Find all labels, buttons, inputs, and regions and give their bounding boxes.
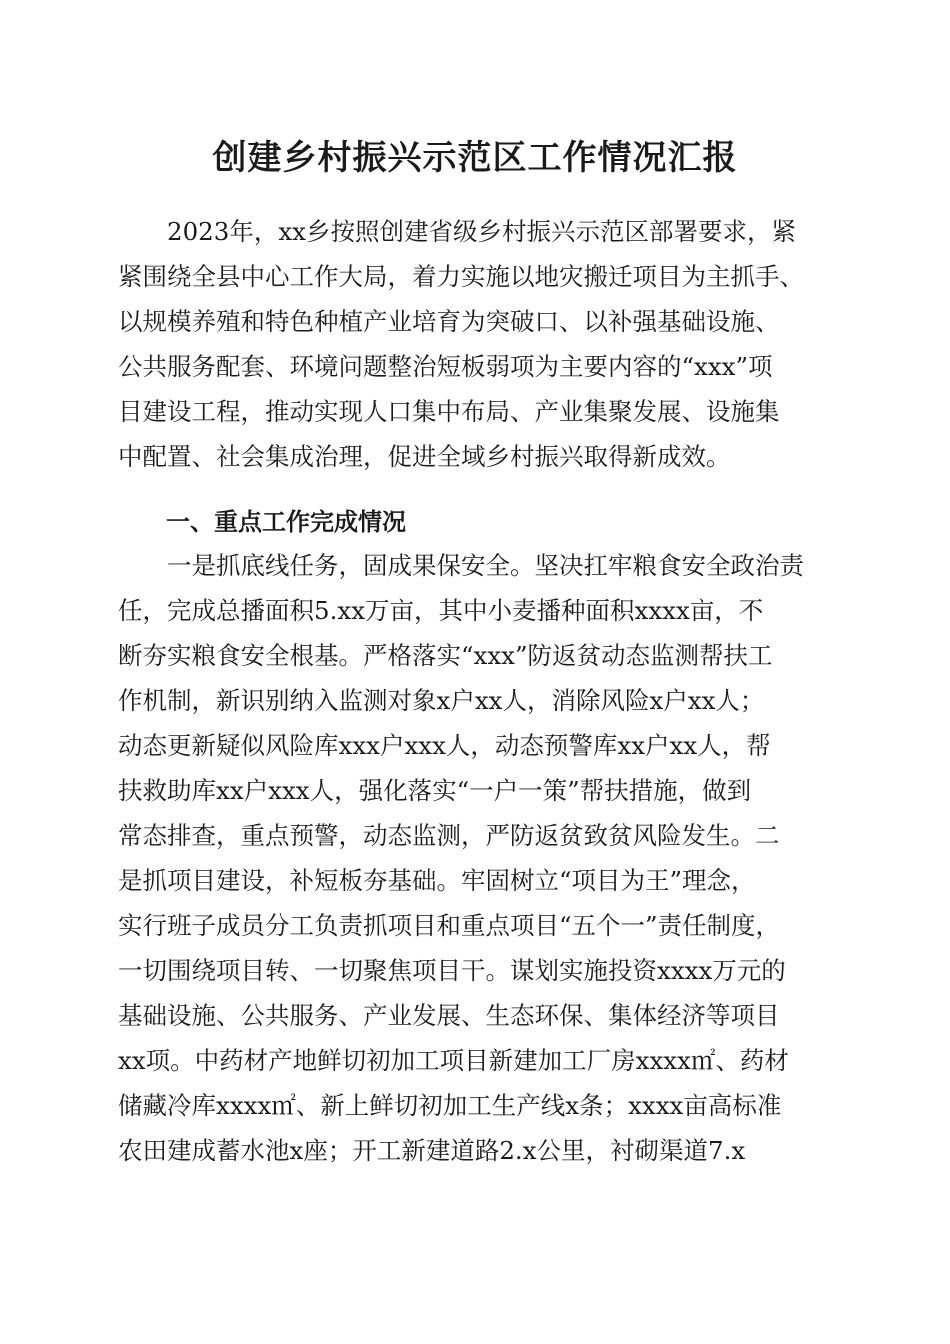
body-line: 储藏冷库xxxx㎡、新上鲜切初加工生产线x条；xxxx亩高标准 [118, 1091, 782, 1120]
intro-line: 中配置、社会集成治理，促进全域乡村振兴取得新成效。 [118, 442, 731, 471]
intro-line: 紧围绕全县中心工作大局，着力实施以地灾搬迁项目为主抓手、 [118, 262, 804, 291]
body-line: 农田建成蓄水池x座；开工新建道路2.x公里，衬砌渠道7.x [118, 1136, 746, 1165]
section-heading: 一、重点工作完成情况 [118, 508, 406, 536]
intro-line: 公共服务配套、环境问题整治短板弱项为主要内容的“xxx”项 [118, 352, 773, 381]
body-line: 一切围绕项目转、一切聚焦项目干。谋划实施投资xxxx万元的 [118, 956, 786, 985]
intro-line: 目建设工程，推动实现人口集中布局、产业集聚发展、设施集 [118, 397, 780, 426]
body-line: 断夯实粮食安全根基。严格落实“xxx”防返贫动态监测帮扶工 [118, 641, 773, 670]
body-line: 扶救助库xx户xxx人，强化落实“一户一策”帮扶措施，做到 [118, 776, 752, 805]
body-line: 一是抓底线任务，固成果保安全。坚决扛牢粮食安全政治责 [118, 551, 804, 580]
intro-line: 2023年，xx乡按照创建省级乡村振兴示范区部署要求，紧 [118, 217, 796, 246]
document-title: 创建乡村振兴示范区工作情况汇报 [212, 138, 738, 178]
body-line: 作机制，新识别纳入监测对象x户xx人，消除风险x户xx人； [118, 686, 765, 715]
intro-line: 以规模养殖和特色种植产业培育为突破口、以补强基础设施、 [118, 307, 780, 336]
body-line: 基础设施、公共服务、产业发展、生态环保、集体经济等项目 [118, 1001, 780, 1030]
body-line: 实行班子成员分工负责抓项目和重点项目“五个一”责任制度， [118, 911, 781, 940]
body-line: 常态排查，重点预警，动态监测，严防返贫致贫风险发生。二 [118, 821, 780, 850]
body-line: 动态更新疑似风险库xxx户xxx人，动态预警库xx户xx人，帮 [118, 731, 771, 760]
body-line: xx项。中药材产地鲜切初加工项目新建加工厂房xxxx㎡、药材 [118, 1046, 789, 1075]
body-line: 任，完成总播面积5.xx万亩，其中小麦播种面积xxxx亩，不 [118, 596, 764, 625]
body-line: 是抓项目建设，补短板夯基础。牢固树立“项目为王”理念， [118, 866, 756, 895]
